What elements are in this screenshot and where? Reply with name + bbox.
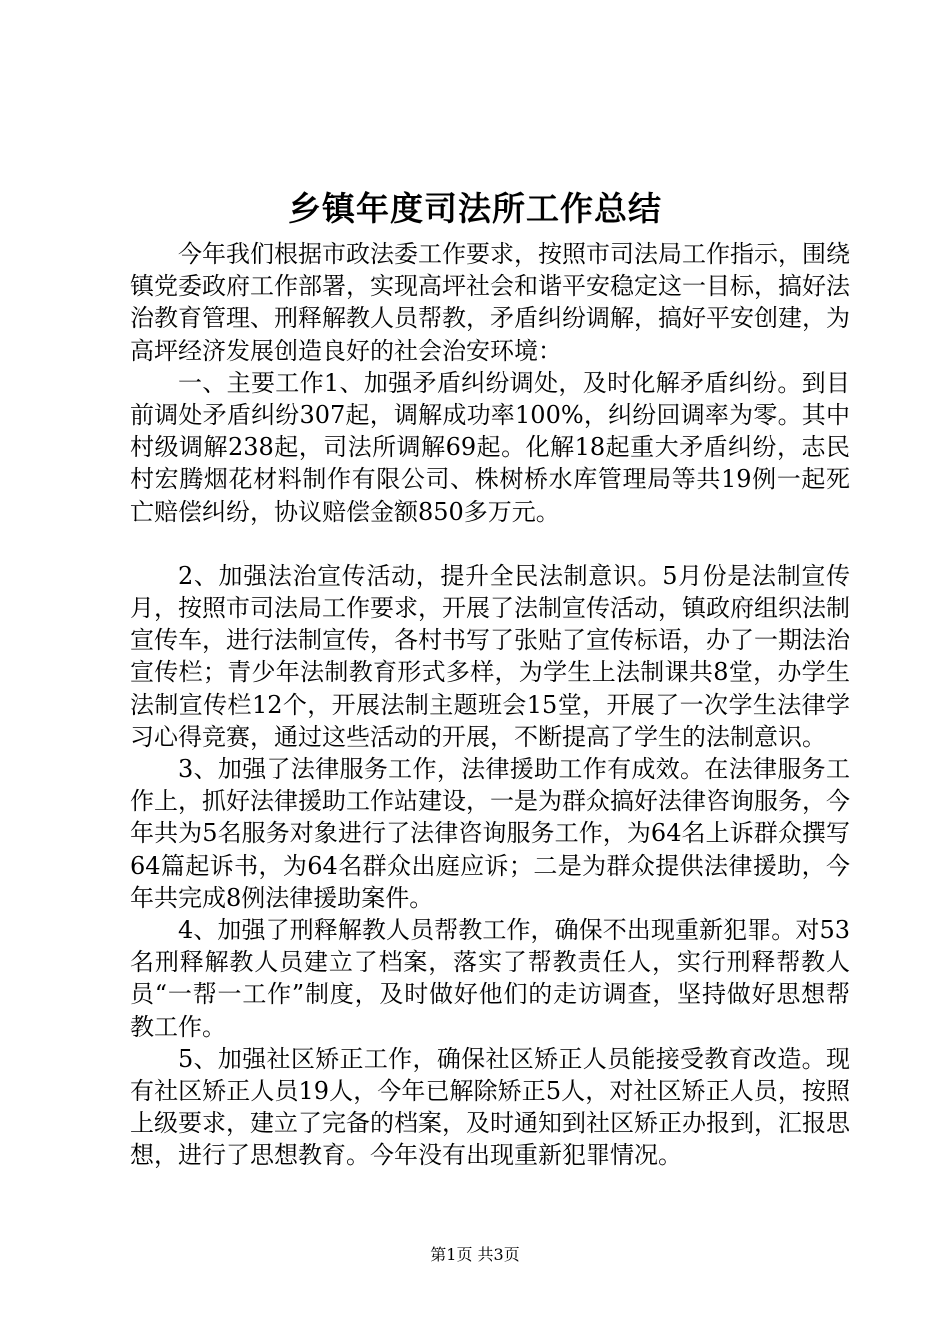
document-title: 乡镇年度司法所工作总结: [288, 189, 662, 228]
paragraph-item-1: 一、主要工作1、加强矛盾纠纷调处，及时化解矛盾纠纷。到目前调处矛盾纠纷307起，调解成功率100%，纠纷回调率为零。其中村级调解238起，司法所调解69起。化解18起重大矛盾纠纷，志民村宏腾烟花材料制作有限公司、株树桥水库管理局等共19例一起死亡赔偿纠纷，协议赔偿金额850多万元。: [130, 368, 850, 526]
page-footer: 第1页 共3页: [430, 1245, 520, 1264]
paragraph-item-4: 4、加强了刑释解教人员帮教工作，确保不出现重新犯罪。对53名刑释解教人员建立了档案，落实了帮教责任人，实行刑释帮教人员“一帮一工作”制度，及时做好他们的走访调查，坚持做好思想帮教工作。: [130, 916, 850, 1041]
paragraph-intro: 今年我们根据市政法委工作要求，按照市司法局工作指示，围绕镇党委政府工作部署，实现高坪社会和谐平安稳定这一目标，搞好法治教育管理、刑释解教人员帮教，矛盾纠纷调解，搞好平安创建，为高坪经济发展创造良好的社会治安环境：: [130, 240, 850, 365]
paragraph-item-3: 3、加强了法律服务工作，法律援助工作有成效。在法律服务工作上，抓好法律援助工作站建设，一是为群众搞好法律咨询服务，今年共为5名服务对象进行了法律咨询服务工作，为64名上诉群众撰写64篇起诉书，为64名群众出庭应诉；二是为群众提供法律援助，今年共完成8例法律援助案件。: [130, 755, 850, 912]
document-body: [130, 238, 850, 1172]
paragraph-item-2: 2、加强法治宣传活动，提升全民法制意识。5月份是法制宣传月，按照市司法局工作要求，开展了法制宣传活动，镇政府组织法制宣传车，进行法制宣传，各村书写了张贴了宣传标语，办了一期法治宣传栏；青少年法制教育形式多样，为学生上法制课共8堂，办学生法制宣传栏12个，开展法制主题班会15堂，开展了一次学生法律学习心得竞赛，通过这些活动的开展，不断提高了学生的法制意识。: [130, 561, 850, 751]
paragraph-item-5: 5、加强社区矫正工作，确保社区矫正人员能接受教育改造。现有社区矫正人员19人，今年已解除矫正5人，对社区矫正人员，按照上级要求，建立了完备的档案，及时通知到社区矫正办报到，汇报思想，进行了思想教育。今年没有出现重新犯罪情况。: [130, 1044, 850, 1170]
